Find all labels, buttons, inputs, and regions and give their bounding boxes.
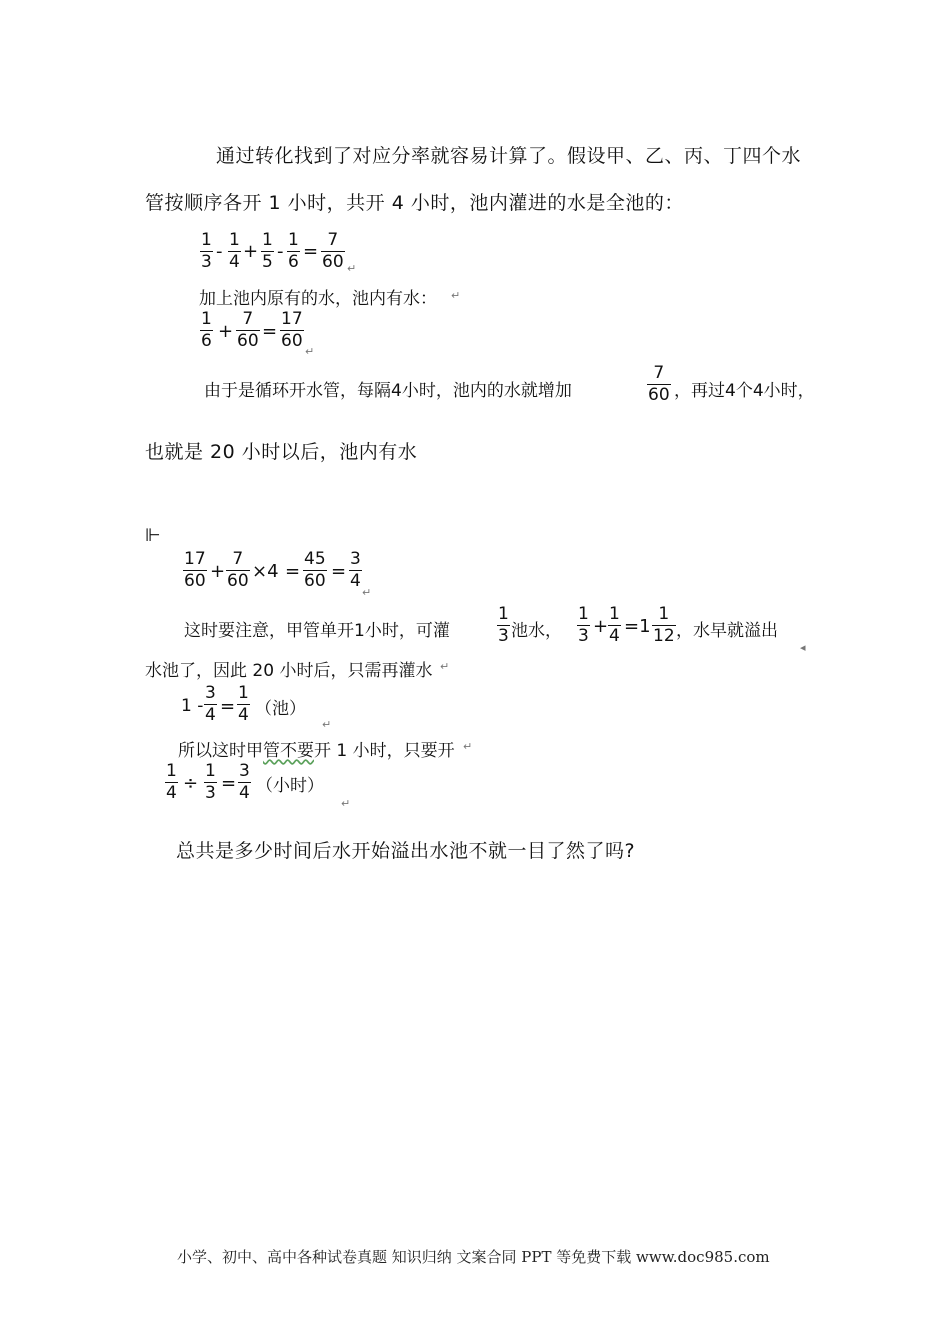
equals-sign: =	[220, 696, 236, 717]
cursor-mark: ⊩	[145, 525, 161, 546]
fraction: 1 12	[653, 604, 675, 646]
paragraph-line-2: 管按顺序各开 1 小时，共开 4 小时，池内灌进的水是全池的：	[145, 192, 684, 214]
operator: +	[218, 321, 234, 342]
fraction: 1 3	[205, 761, 216, 803]
operator: -	[216, 241, 223, 262]
text-line-note-c: ，水早就溢出	[676, 621, 778, 641]
operator: +	[593, 616, 609, 637]
fraction: 1 5	[262, 230, 273, 272]
return-mark: ↵	[463, 740, 473, 753]
fraction: 1 4	[609, 604, 620, 646]
unit-label: （小时）	[256, 776, 324, 796]
fraction: 1 3	[498, 604, 509, 646]
fraction: 7 60	[648, 363, 670, 405]
fraction: 7 60	[227, 549, 249, 591]
operator: +	[210, 561, 226, 582]
fraction: 7 60	[322, 230, 344, 272]
fraction: 1 4	[166, 761, 177, 803]
return-mark: ↵	[451, 289, 461, 302]
fraction: 1 6	[201, 309, 212, 351]
number-lead: 1 -	[181, 696, 204, 716]
return-mark: ↵	[305, 345, 315, 358]
fraction: 45 60	[304, 549, 326, 591]
edit-mark: ◂	[800, 641, 806, 654]
fraction: 1 4	[238, 683, 249, 725]
fraction: 1 3	[201, 230, 212, 272]
fraction: 1 3	[578, 604, 589, 646]
paragraph-line-1: 通过转化找到了对应分率就容易计算了。假设甲、乙、丙、丁四个水	[216, 145, 802, 167]
equals-sign: =1	[624, 616, 651, 637]
return-mark: ↵	[341, 797, 351, 810]
fraction: 1 4	[229, 230, 240, 272]
fraction: 7 60	[237, 309, 259, 351]
text-line-so: 所以这时甲管不要开 1 小时，只要开	[178, 741, 455, 761]
equals-sign: =	[221, 773, 237, 794]
fraction: 17 60	[184, 549, 206, 591]
text-line-cycle-a: 由于是循环开水管，每隔4小时，池内的水就增加	[204, 381, 572, 401]
return-mark: ↵	[322, 718, 332, 731]
return-mark: ↵	[440, 660, 450, 673]
page-footer: 小学、初中、高中各种试卷真题 知识归纳 文案合同 PPT 等免费下载 www.doc985.com	[177, 1248, 770, 1266]
fraction: 17 60	[281, 309, 303, 351]
operator: -	[277, 241, 284, 262]
text-line-20h: 也就是 20 小时以后，池内有水	[145, 441, 418, 463]
operator: ×4	[252, 561, 279, 582]
operator: ÷	[183, 773, 199, 794]
return-mark: ↵	[362, 586, 372, 599]
equals-sign: =	[285, 561, 301, 582]
equals-sign: =	[303, 241, 319, 262]
return-mark: ↵	[347, 262, 357, 275]
fraction: 3 4	[205, 683, 216, 725]
text-line-note-b: 池水，	[511, 621, 562, 641]
equals-sign: =	[262, 321, 278, 342]
final-question: 总共是多少时间后水开始溢出水池不就一目了然了吗?	[176, 840, 636, 862]
fraction: 1 6	[288, 230, 299, 272]
text-line-note-a: 这时要注意，甲管单开1小时，可灌	[184, 621, 450, 641]
text-line-add: 加上池内原有的水，池内有水：	[199, 289, 437, 309]
text-line-cycle-b: ，再过4个4小时，	[674, 381, 815, 401]
operator: +	[243, 241, 259, 262]
text-line-pool: 水池了，因此 20 小时后，只需再灌水	[145, 661, 433, 681]
unit-label: （池）	[255, 699, 306, 719]
equals-sign: =	[331, 561, 347, 582]
fraction: 3 4	[350, 549, 361, 591]
fraction: 3 4	[239, 761, 250, 803]
